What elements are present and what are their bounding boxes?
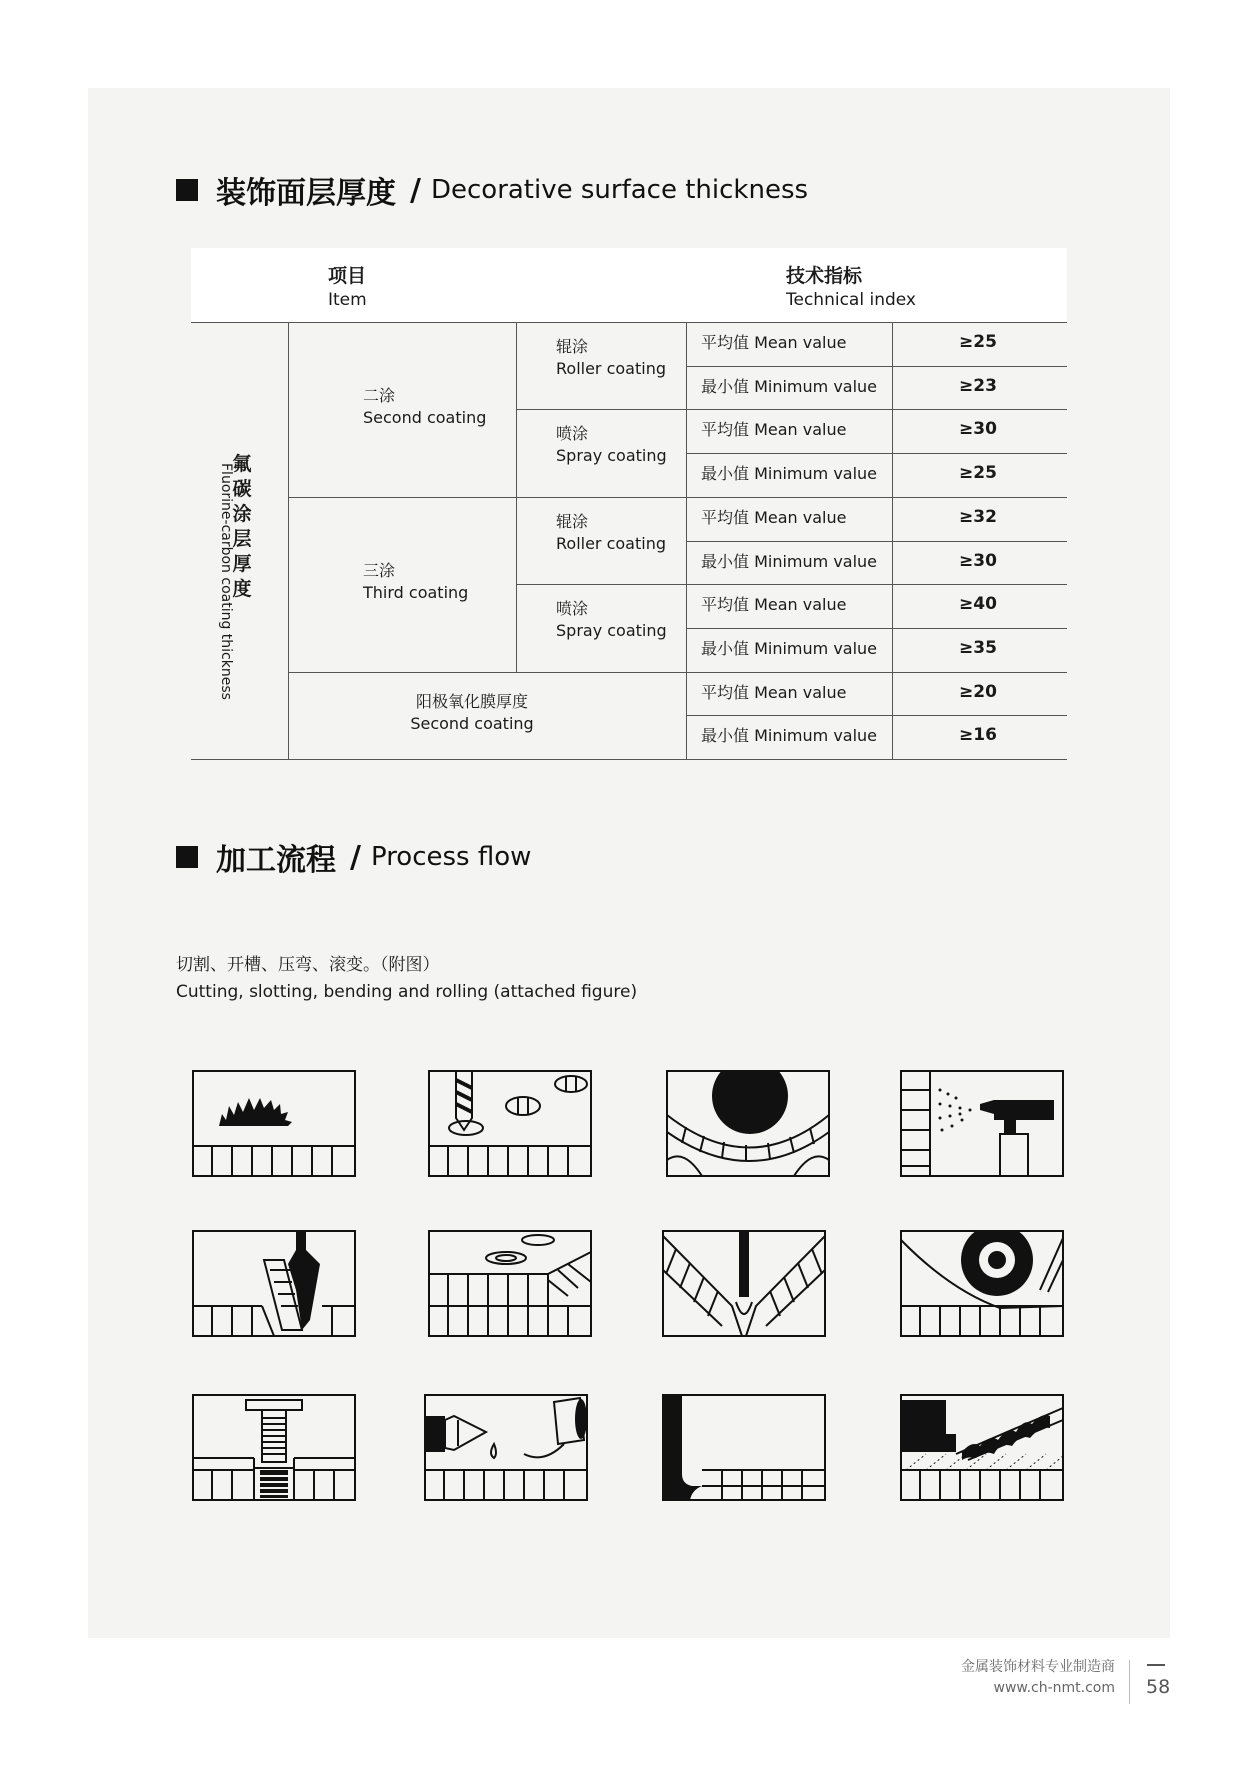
footer-company: 金属装饰材料专业制造商 — [961, 1659, 1115, 1675]
method-en: Roller coating — [556, 358, 666, 378]
drilling-holes-icon — [428, 1070, 592, 1177]
block-en: Second coating — [410, 714, 534, 734]
group-label-en: Fluorine-carbon coating thickness — [218, 463, 234, 700]
method-en: Spray coating — [556, 620, 667, 640]
row-label: 平均值 Mean value — [701, 333, 847, 352]
row-label: 最小值 Minimum value — [701, 551, 878, 571]
table-rule — [686, 541, 1067, 542]
row-value: ≥40 — [959, 594, 997, 615]
block-zh: 阳极氧化膜厚度 — [415, 692, 528, 712]
roller-wheel-icon — [900, 1230, 1064, 1337]
table-rule — [686, 453, 1067, 454]
row-label: 平均值 Mean value — [701, 507, 847, 527]
sealant-filling-icon — [900, 1394, 1064, 1501]
square-bullet-icon — [176, 179, 198, 201]
row-label: 最小值 Minimum value — [701, 376, 878, 396]
table-rule — [686, 322, 687, 759]
row-label: 最小值 Minimum value — [701, 638, 878, 658]
bolt-insert-icon — [192, 1394, 356, 1501]
block-zh: 三涂 — [363, 561, 396, 581]
row-value: ≥30 — [959, 419, 997, 440]
section-title-thickness — [176, 168, 808, 212]
table-rule — [516, 409, 1067, 410]
method-zh: 喷涂 — [556, 598, 589, 618]
row-value: ≥25 — [959, 332, 997, 352]
page-number: 58 — [1146, 1676, 1171, 1698]
row-value: ≥20 — [959, 681, 997, 702]
row-value: ≥16 — [959, 725, 997, 746]
section-title-process — [176, 835, 531, 879]
roller-pressing-icon — [666, 1070, 830, 1177]
intro-en: Cutting, slotting, bending and rolling (attached figure) — [176, 982, 638, 1002]
square-bullet-icon — [176, 846, 198, 868]
group-label — [205, 452, 257, 700]
method-zh: 辊涂 — [556, 336, 589, 356]
glue-dispensing-icon — [424, 1394, 588, 1501]
section-title-zh: 装饰面层厚度 — [216, 176, 396, 211]
group-label-char: 度 — [232, 578, 252, 600]
method-en: Spray coating — [556, 446, 667, 466]
table-rule — [516, 584, 1067, 585]
method-zh: 辊涂 — [556, 511, 589, 531]
group-label-char: 厚 — [232, 553, 252, 575]
table-header — [191, 248, 1067, 323]
section-title-en: Decorative surface thickness — [430, 175, 809, 205]
router-slotting-icon — [192, 1230, 356, 1337]
row-value: ≥35 — [959, 637, 997, 658]
header-item: 项目 Item — [328, 265, 367, 310]
footer-divider — [1129, 1660, 1130, 1704]
title-slash: / — [350, 839, 361, 875]
spray-gun-icon — [900, 1070, 1064, 1177]
row-value: ≥23 — [959, 375, 997, 396]
row-label: 平均值 Mean value — [701, 682, 847, 702]
section-title-en: Process flow — [370, 842, 532, 872]
table-rule — [191, 759, 1067, 760]
table-rule — [686, 628, 1067, 629]
group-label-char: 碳 — [232, 478, 252, 500]
row-label: 平均值 Mean value — [701, 595, 847, 615]
group-label-char: 层 — [232, 528, 252, 550]
panel-holes-icon — [428, 1230, 592, 1337]
header-technical-index: 技术指标 Technical index — [786, 265, 916, 310]
intro-zh: 切割、开槽、压弯、滚变。（附图） — [176, 955, 440, 975]
table-rule — [288, 497, 1067, 498]
table-rule — [686, 715, 1067, 716]
block-zh: 二涂 — [363, 386, 396, 406]
table-rule — [288, 672, 1067, 673]
group-label-zh — [231, 452, 253, 602]
row-label: 最小值 Minimum value — [701, 726, 878, 746]
title-slash: / — [410, 172, 421, 208]
block-en: Third coating — [363, 583, 469, 603]
block-en: Second coating — [363, 408, 487, 428]
method-zh: 喷涂 — [556, 424, 589, 444]
table-rule — [686, 366, 1067, 367]
row-value: ≥25 — [959, 463, 997, 484]
process-intro — [176, 952, 637, 1006]
edge-bending-icon — [662, 1394, 826, 1501]
row-label: 平均值 Mean value — [701, 420, 847, 440]
row-value: ≥30 — [959, 550, 997, 571]
saw-blade-cutting-icon — [192, 1070, 356, 1177]
footer-url: www.ch-nmt.com — [993, 1680, 1115, 1696]
row-value: ≥32 — [959, 506, 997, 527]
row-label: 最小值 Minimum value — [701, 464, 878, 484]
section-title-zh: 加工流程 — [216, 843, 336, 878]
v-groove-bending-icon — [662, 1230, 826, 1337]
footer-dash — [1147, 1664, 1165, 1666]
method-en: Roller coating — [556, 533, 666, 553]
group-label-char: 涂 — [232, 503, 252, 525]
group-label-char: 氟 — [232, 453, 252, 475]
table-rule — [516, 322, 517, 672]
